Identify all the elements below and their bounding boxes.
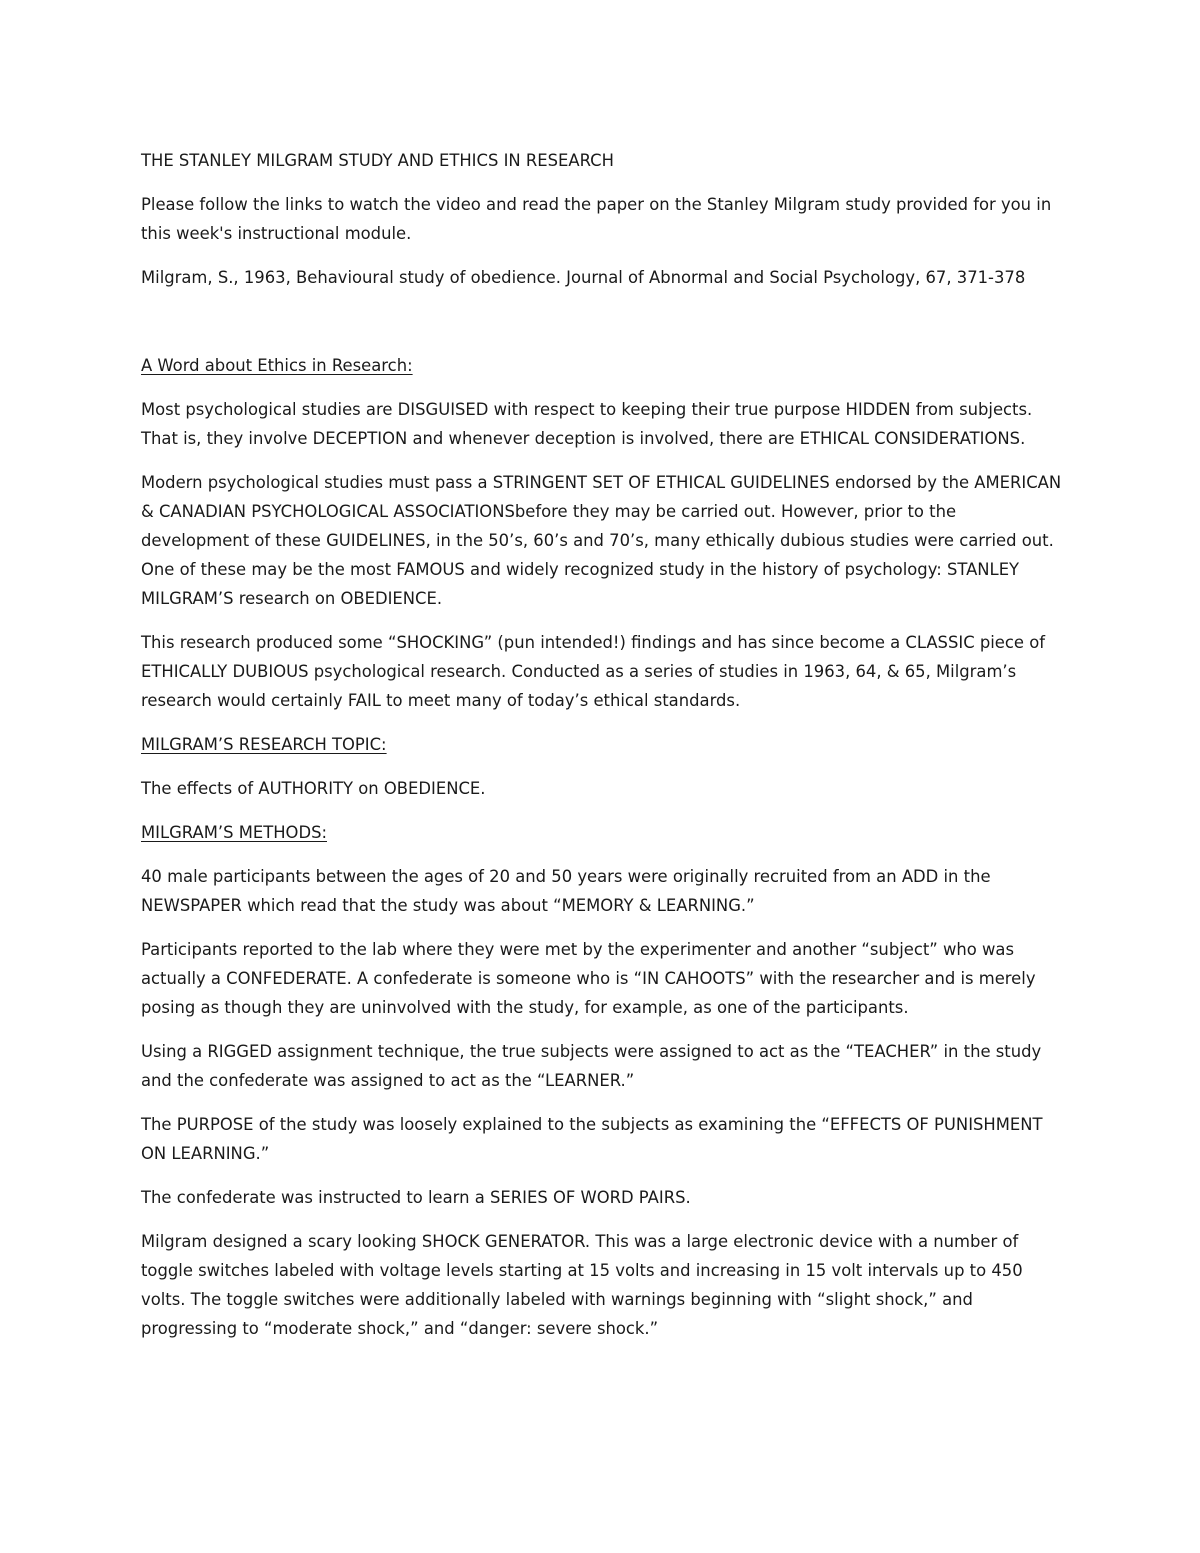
research-topic-heading: MILGRAM’S RESEARCH TOPIC: — [141, 735, 387, 754]
ethics-paragraph-3: This research produced some “SHOCKING” (pun intended!) findings and has since become a CLASSIC piece of ETHICALLY DUBIOUS psychological research. Conducted as a series of studies in 1963, 64, & 65, Milgram’s research would certainly FAIL to meet many of today’s ethical standards. — [141, 633, 1045, 710]
spacer — [141, 307, 1066, 351]
research-topic-text: The effects of AUTHORITY on OBEDIENCE. — [141, 779, 486, 798]
methods-paragraph-6: Milgram designed a scary looking SHOCK GENERATOR. This was a large electronic device with a number of toggle switches labeled with voltage levels starting at 15 volts and increasing in 15 volt intervals up to 450 volts. The toggle switches were additionally labeled with warnings beginning with “slight shock,” and progressing to “moderate shock,” and “danger: severe shock.” — [141, 1232, 1023, 1338]
methods-paragraph-4: The PURPOSE of the study was loosely explained to the subjects as examining the “EFFECTS OF PUNISHMENT ON LEARNING.” — [141, 1115, 1043, 1163]
citation: Milgram, S., 1963, Behavioural study of obedience. Journal of Abnormal and Social Psychology, 67, 371-378 — [141, 268, 1026, 287]
methods-paragraph-2: Participants reported to the lab where they were met by the experimenter and another “subject” who was actually a CONFEDERATE. A confederate is someone who is “IN CAHOOTS” with the researcher and is merely posing as though they are uninvolved with the study, for example, as one of the participants. — [141, 940, 1036, 1017]
methods-paragraph-1: 40 male participants between the ages of 20 and 50 years were originally recruited from an ADD in the NEWSPAPER which read that the study was about “MEMORY & LEARNING.” — [141, 867, 991, 915]
document-title: THE STANLEY MILGRAM STUDY AND ETHICS IN RESEARCH — [141, 151, 614, 170]
intro-paragraph: Please follow the links to watch the video and read the paper on the Stanley Milgram study provided for you in this week's instructional module. — [141, 195, 1052, 243]
document-body — [141, 146, 1066, 1358]
ethics-heading: A Word about Ethics in Research: — [141, 356, 413, 375]
methods-paragraph-3: Using a RIGGED assignment technique, the true subjects were assigned to act as the “TEACHER” in the study and the confederate was assigned to act as the “LEARNER.” — [141, 1042, 1042, 1090]
ethics-paragraph-2: Modern psychological studies must pass a STRINGENT SET OF ETHICAL GUIDELINES endorsed by the AMERICAN & CANADIAN PSYCHOLOGICAL ASSOCIATIONSbefore they may be carried out. However, prior to the development of these GUIDELINES, in the 50’s, 60’s and 70’s, many ethically dubious studies were carried out. One of these may be the most FAMOUS and widely recognized study in the history of psychology: STANLEY MILGRAM’S research on OBEDIENCE. — [141, 473, 1062, 608]
methods-paragraph-5: The confederate was instructed to learn a SERIES OF WORD PAIRS. — [141, 1188, 691, 1207]
methods-heading: MILGRAM’S METHODS: — [141, 823, 327, 842]
ethics-paragraph-1: Most psychological studies are DISGUISED with respect to keeping their true purpose HIDDEN from subjects. That is, they involve DECEPTION and whenever deception is involved, there are ETHICAL CONSIDERATIONS. — [141, 400, 1033, 448]
